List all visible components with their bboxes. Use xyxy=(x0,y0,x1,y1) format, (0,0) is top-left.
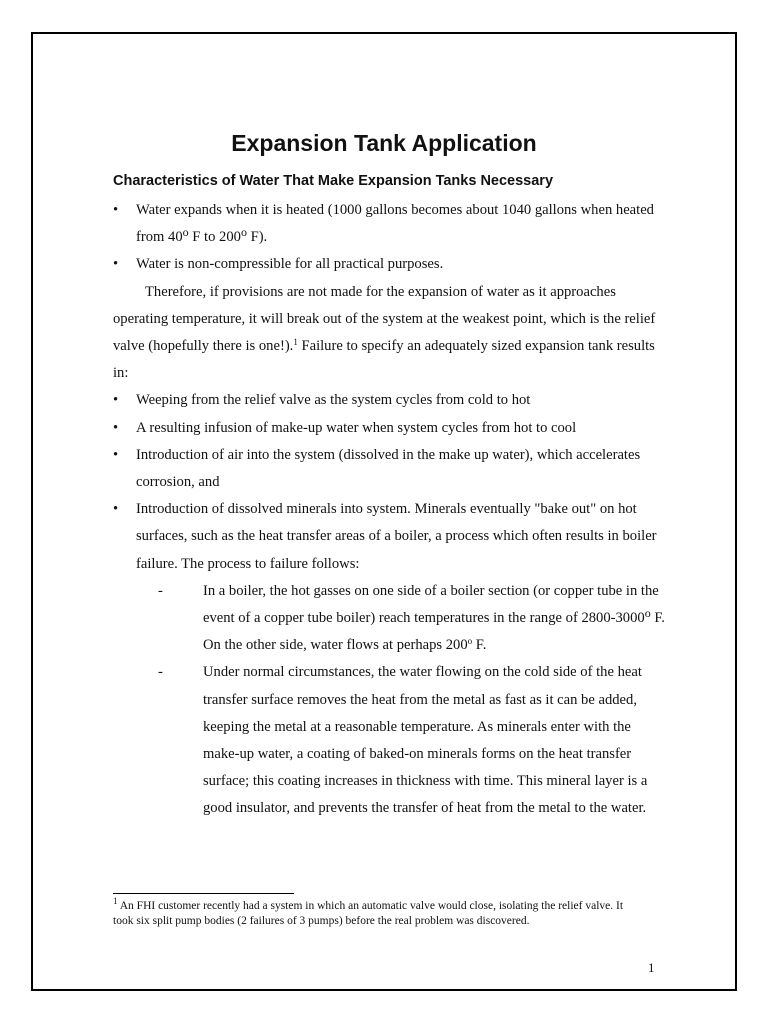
paragraph-text: Failure to specify an adequately sized expansion tank results in: xyxy=(113,338,655,382)
list-item-text: Introduction of air into the system (dissolved in the make up water), which accelerates corrosion, and xyxy=(136,446,641,491)
degree-superscript: o xyxy=(467,636,473,647)
dash-marker: - xyxy=(158,664,163,681)
list-item xyxy=(113,387,668,414)
footnote-reference[interactable]: 1 xyxy=(293,337,298,348)
footnote-marker: 1 xyxy=(113,896,118,906)
list-item-text: F). xyxy=(246,229,268,246)
list-item xyxy=(113,197,668,251)
sub-item-text: Under normal circumstances, the water flowing on the cold side of the heat transfer surface removes the heat from the metal as fast as it can be added, keeping the metal at a reasonable temperature. As minerals enter with the make-up water, a coating of baked-on minerals forms on the heat transfer surface; this coating increases in thickness with time. This mineral layer is a good insulator, and prevents the transfer of heat from the metal to the water. xyxy=(203,664,648,817)
water-characteristics-list xyxy=(113,197,668,279)
document-body xyxy=(113,197,668,823)
bullet-icon: • xyxy=(113,392,119,409)
paragraph-text: Therefore, if provisions are not made for the expansion of water as it approaches operating temperature, it will break out of the system at the weakest point, which is the relief valve (hopefully there is one!). xyxy=(113,283,656,355)
footnote-separator xyxy=(113,893,294,894)
list-item-text: Water is non-compressible for all practical purposes. xyxy=(136,256,444,273)
degree-symbol: o xyxy=(182,225,189,240)
list-item-text: Introduction of dissolved minerals into system. Minerals eventually "bake out" on hot surfaces, such as the heat transfer areas of a boiler, a process which often results in boiler failure. The process to failure follows: xyxy=(136,501,657,572)
list-item-text: Weeping from the relief valve as the system cycles from cold to hot xyxy=(136,392,531,409)
list-item-text: Water expands when it is heated (1000 gallons becomes about 1040 gallons when heated from 40 xyxy=(136,202,654,246)
section-heading: Characteristics of Water That Make Expansion Tanks Necessary xyxy=(113,173,554,189)
sub-item-text: F. On the other side, water flows at perhaps 200 xyxy=(203,610,665,654)
list-item-text: A resulting infusion of make-up water when system cycles from hot to cool xyxy=(136,419,577,436)
bullet-icon: • xyxy=(113,202,119,218)
sub-list-item xyxy=(113,578,668,660)
page-number: 1 xyxy=(648,960,655,975)
bullet-icon: • xyxy=(113,501,119,518)
degree-symbol: o xyxy=(240,225,247,240)
dash-marker: - xyxy=(158,582,163,599)
list-item xyxy=(113,442,668,496)
list-item-text: F to 200 xyxy=(188,229,241,246)
bullet-icon: • xyxy=(113,256,119,273)
sub-item-text: In a boiler, the hot gasses on one side of a boiler section (or copper tube in the event of a copper tube boiler) reach temperatures in the range of 2800-3000 xyxy=(203,582,659,627)
degree-symbol: o xyxy=(644,606,651,621)
list-item xyxy=(113,251,668,278)
bullet-icon: • xyxy=(113,419,119,436)
document-title: Expansion Tank Application xyxy=(231,130,537,156)
list-item xyxy=(113,415,668,442)
footnote xyxy=(113,896,643,929)
sub-list-item xyxy=(113,659,668,822)
list-item xyxy=(113,496,668,578)
bullet-icon: • xyxy=(113,446,119,463)
failure-results-list xyxy=(113,387,668,577)
body-paragraph xyxy=(113,279,668,388)
footnote-text: An FHI customer recently had a system in which an automatic valve would close, isolating the relief valve. It took six split pump bodies (2 failures of 3 pumps) before the real problem was discovered. xyxy=(113,900,624,927)
failure-process-list xyxy=(113,578,668,823)
sub-item-text: F. xyxy=(472,637,487,654)
